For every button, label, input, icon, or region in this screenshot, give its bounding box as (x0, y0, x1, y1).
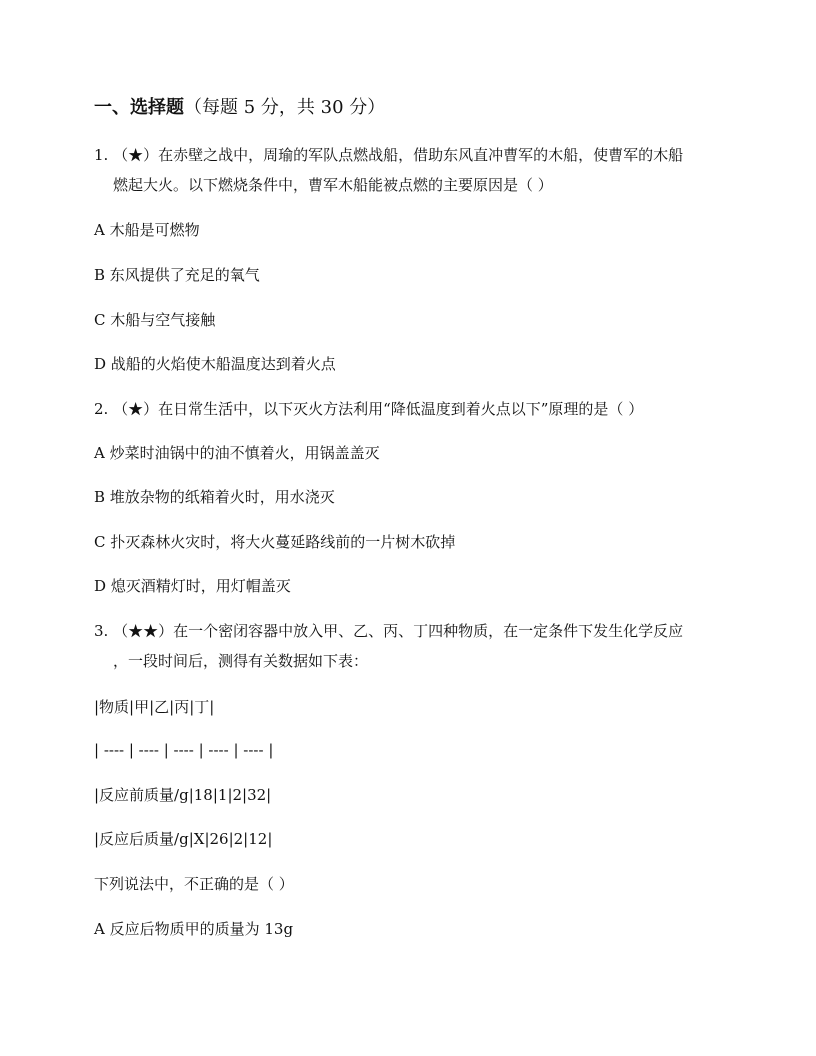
question-3-table-row-before: |反应前质量/g|18|1|2|32| (94, 786, 272, 804)
question-3-table-row-after: |反应后质量/g|X|26|2|12| (94, 830, 273, 848)
question-2-option-b: B 堆放杂物的纸箱着火时，用水浇灭 (94, 488, 335, 506)
question-1-option-c: C 木船与空气接触 (94, 311, 216, 329)
question-2-option-a: A 炒菜时油锅中的油不慎着火，用锅盖盖灭 (94, 444, 380, 462)
question-2-option-c: C 扑灭森林火灾时，将大火蔓延路线前的一片树木砍掉 (94, 533, 456, 551)
question-1-option-d: D 战船的火焰使木船温度达到着火点 (94, 355, 336, 373)
question-1-stem: 1. （★）在赤壁之战中，周瑜的军队点燃战船，借助东风直冲曹军的木船，使曹军的木船 (94, 146, 684, 164)
question-1-stem-continued: 燃起大火。以下燃烧条件中，曹军木船能被点燃的主要原因是（ ） (113, 176, 553, 194)
question-2-stem: 2. （★）在日常生活中，以下灭火方法利用“降低温度到着火点以下”原理的是（ ） (94, 400, 644, 418)
question-3-option-a: A 反应后物质甲的质量为 13g (94, 920, 294, 938)
section-title-text: 一、选择题 (94, 97, 184, 118)
question-2-option-d: D 熄灭酒精灯时，用灯帽盖灭 (94, 577, 291, 595)
question-3-prompt: 下列说法中，不正确的是（ ） (94, 875, 294, 893)
question-1-option-a: A 木船是可燃物 (94, 221, 200, 239)
section-title (94, 96, 385, 120)
question-1-option-b: B 东风提供了充足的氧气 (94, 266, 260, 284)
question-3-stem-continued: ，一段时间后，测得有关数据如下表： (113, 652, 369, 670)
question-3-table-header: |物质|甲|乙|丙|丁| (94, 698, 215, 716)
question-3-stem: 3. （★★）在一个密闭容器中放入甲、乙、丙、丁四种物质，在一定条件下发生化学反应 (94, 622, 684, 640)
question-3-table-separator: | ---- | ---- | ---- | ---- | ---- | (94, 741, 274, 759)
section-subtitle: （每题 5 分，共 30 分） (184, 97, 386, 118)
